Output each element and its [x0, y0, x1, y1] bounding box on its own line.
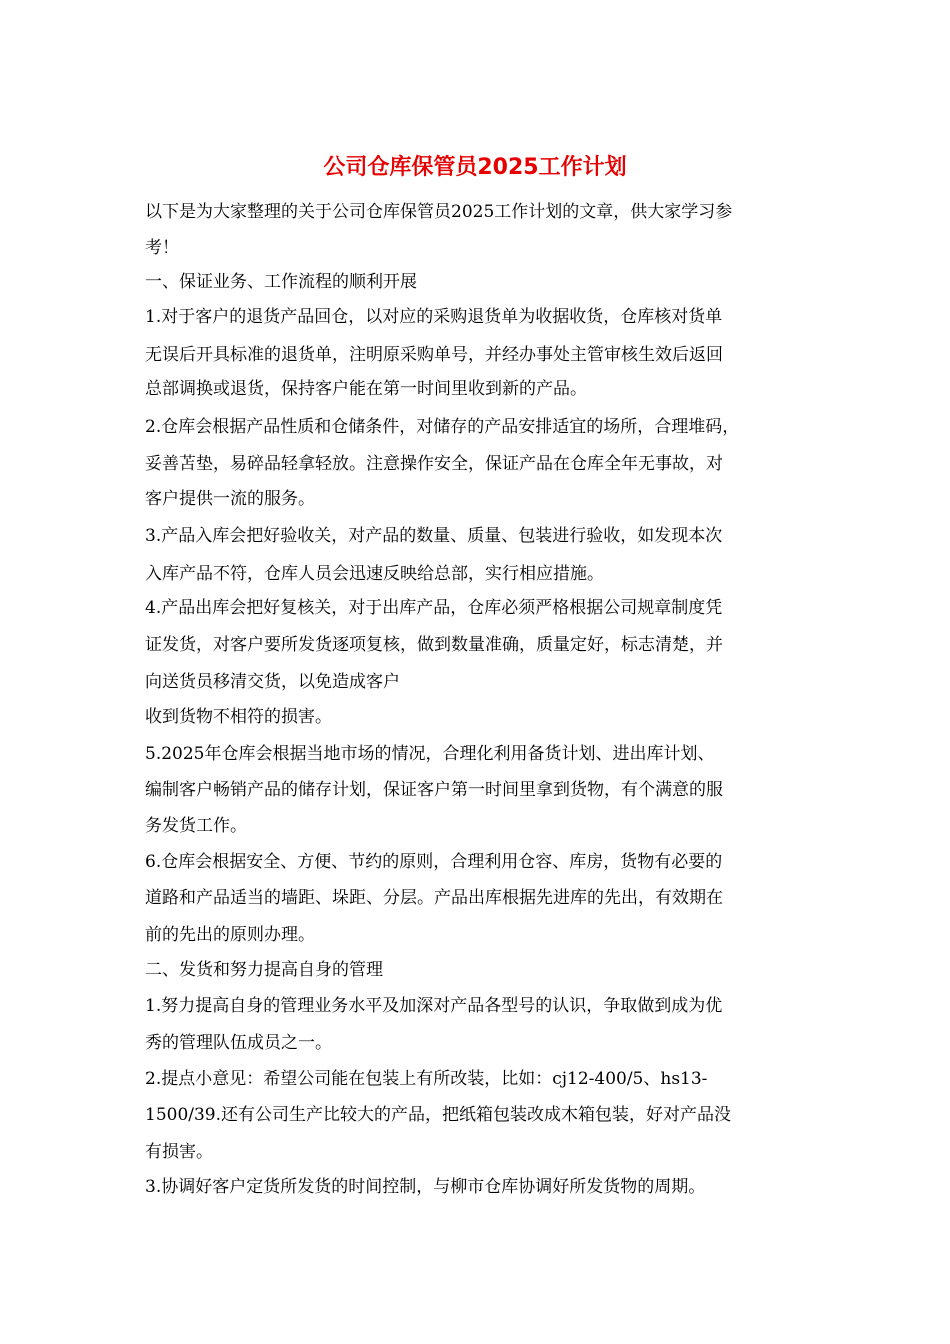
text-line-item-5-3: 务发货工作。: [145, 816, 247, 836]
text-line-item-8-2: 1500/39.还有公司生产比较大的产品，把纸箱包装改成木箱包装，好对产品没: [145, 1105, 732, 1125]
text-line-intro-1: 以下是为大家整理的关于公司仓库保管员2025工作计划的文章，供大家学习参: [145, 202, 733, 222]
text-line-item-4-1: 4.产品出库会把好复核关，对于出库产品，仓库必须严格根据公司规章制度凭: [145, 598, 723, 618]
text-line-item-6-3: 前的先出的原则办理。: [145, 925, 315, 945]
text-line-item-7-1: 1.努力提高自身的管理业务水平及加深对产品各型号的认识，争取做到成为优: [145, 996, 723, 1016]
document-title: 公司仓库保管员2025工作计划: [323, 155, 627, 180]
text-line-item-4-3: 向送货员移清交货，以免造成客户: [145, 672, 400, 692]
section-heading-2: 二、发货和努力提高自身的管理: [145, 960, 383, 980]
text-line-item-8-3: 有损害。: [145, 1142, 213, 1162]
text-line-item-6-2: 道路和产品适当的墙距、垛距、分层。产品出库根据先进库的先出，有效期在: [145, 888, 723, 908]
text-line-item-4-2: 证发货，对客户要所发货逐项复核，做到数量准确，质量定好，标志清楚，并: [145, 635, 723, 655]
text-line-item-4-4: 收到货物不相符的损害。: [145, 707, 332, 727]
text-line-intro-2: 考！: [145, 238, 179, 258]
text-line-item-2-3: 客户提供一流的服务。: [145, 489, 315, 509]
text-line-item-1-1: 1.对于客户的退货产品回仓，以对应的采购退货单为收据收货，仓库核对货单: [145, 307, 723, 327]
text-line-item-5-2: 编制客户畅销产品的储存计划，保证客户第一时间里拿到货物，有个满意的服: [145, 780, 723, 800]
text-line-item-5-1: 5.2025年仓库会根据当地市场的情况，合理化利用备货计划、进出库计划、: [145, 744, 715, 764]
text-line-item-1-3: 总部调换或退货，保持客户能在第一时间里收到新的产品。: [145, 379, 587, 399]
text-line-item-9-1: 3.协调好客户定货所发货的时间控制，与柳市仓库协调好所发货物的周期。: [145, 1177, 706, 1197]
text-line-item-7-2: 秀的管理队伍成员之一。: [145, 1033, 332, 1053]
text-line-item-3-2: 入库产品不符，仓库人员会迅速反映给总部，实行相应措施。: [145, 564, 604, 584]
text-line-item-3-1: 3.产品入库会把好验收关，对产品的数量、质量、包装进行验收，如发现本次: [145, 526, 723, 546]
text-line-item-2-2: 妥善苫垫，易碎品轻拿轻放。注意操作安全，保证产品在仓库全年无事故，对: [145, 454, 723, 474]
text-line-item-2-1: 2.仓库会根据产品性质和仓储条件，对储存的产品安排适宜的场所，合理堆码，: [145, 417, 740, 437]
text-line-item-1-2: 无误后开具标准的退货单，注明原采购单号，并经办事处主管审核生效后返回: [145, 345, 723, 365]
section-heading-1: 一、保证业务、工作流程的顺利开展: [145, 272, 417, 292]
text-line-item-6-1: 6.仓库会根据安全、方便、节约的原则，合理利用仓容、库房，货物有必要的: [145, 852, 723, 872]
text-line-item-8-1: 2.提点小意见：希望公司能在包装上有所改装，比如：cj12-400/5、hs13-: [145, 1069, 708, 1089]
